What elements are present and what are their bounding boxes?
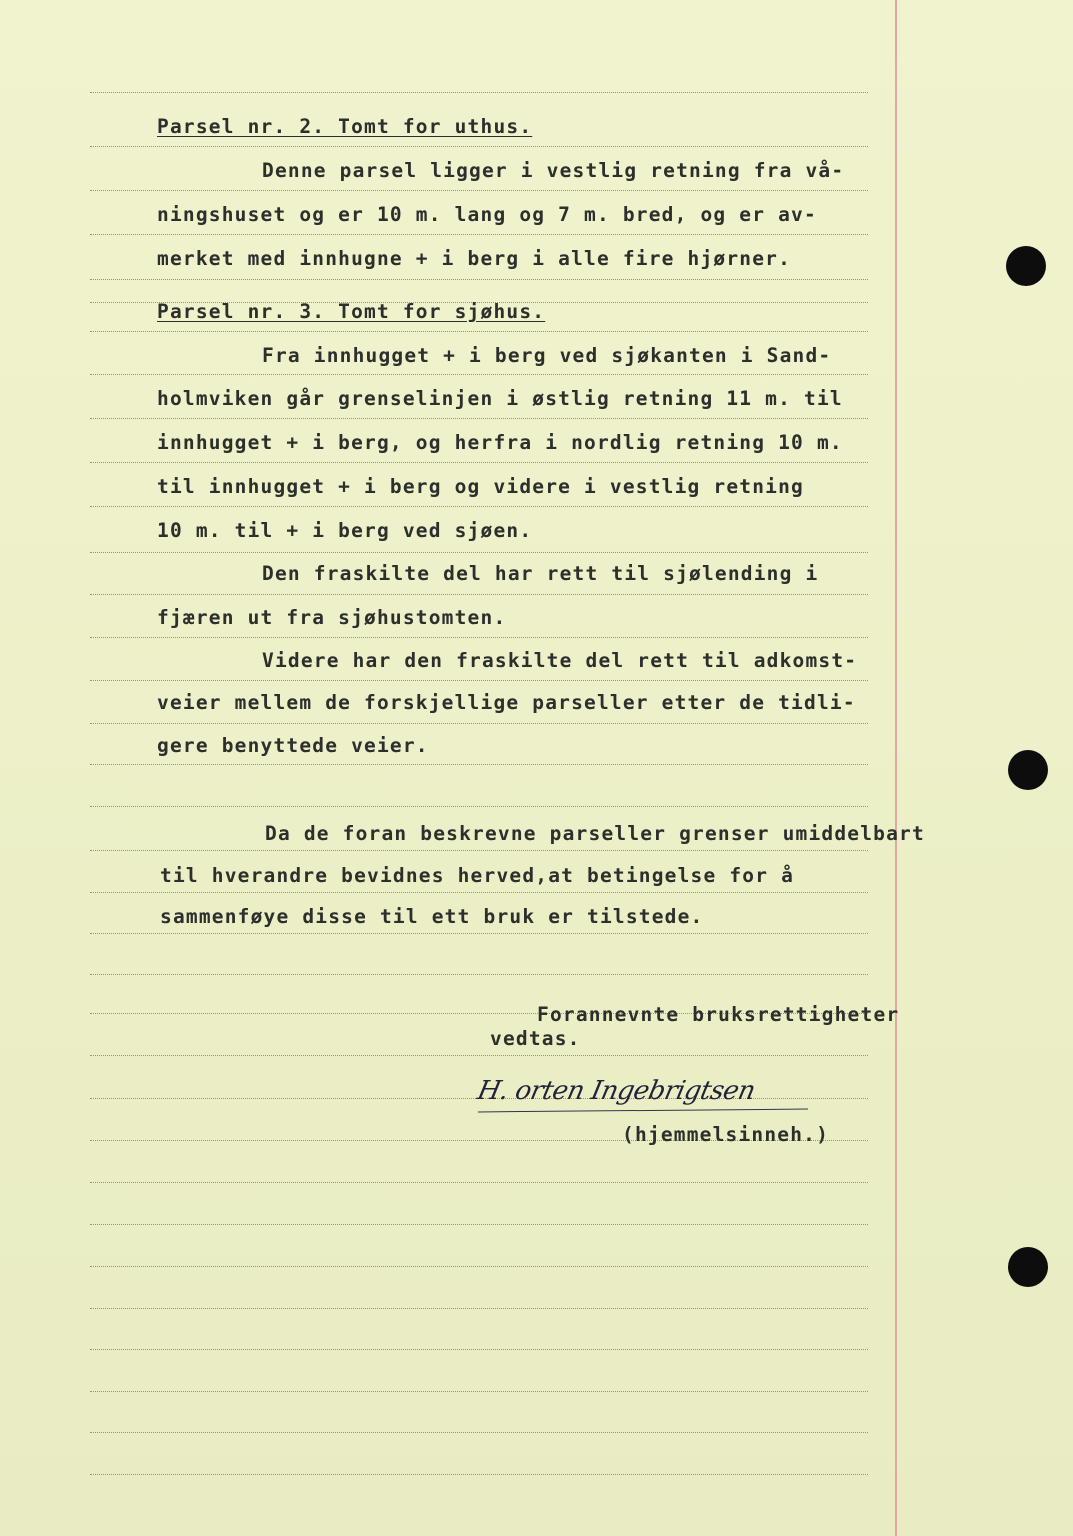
closing-line: til hverandre bevidnes herved,at betingelse for å (160, 864, 795, 887)
parcel-3-line: veier mellem de forskjellige parseller etter de tidli- (157, 691, 856, 714)
parcel-3-line: Videre har den fraskilte del rett til adkomst- (262, 649, 858, 672)
ruled-line (90, 462, 868, 463)
ruled-line (90, 764, 868, 765)
parcel-2-line: merket med innhugne + i berg i alle fire hjørner. (157, 247, 792, 270)
parcel-3-heading: Parsel nr. 3. Tomt for sjøhus. (157, 300, 546, 323)
ruled-line (90, 331, 868, 332)
ruled-line (90, 1474, 868, 1475)
ruled-line (90, 234, 868, 235)
ruled-line (90, 1055, 868, 1056)
ruled-line (90, 374, 868, 375)
parcel-3-line: holmviken går grenselinjen i østlig retning 11 m. til (157, 387, 843, 410)
parcel-3-line: gere benyttede veier. (157, 734, 429, 757)
parcel-2-heading: Parsel nr. 2. Tomt for uthus. (157, 115, 533, 138)
ruled-line (90, 506, 868, 507)
parcel-2-line: Denne parsel ligger i vestlig retning fra vå- (262, 159, 845, 182)
ruled-line (90, 680, 868, 681)
parcel-3-line: innhugget + i berg, og herfra i nordlig retning 10 m. (157, 431, 843, 454)
parcel-2-line: ningshuset og er 10 m. lang og 7 m. bred, og er av- (157, 203, 817, 226)
approval-line: vedtas. (490, 1027, 581, 1050)
closing-line: sammenføye disse til ett bruk er tilstede. (160, 905, 704, 928)
ruled-line (90, 1349, 868, 1350)
binder-hole (1008, 1247, 1048, 1287)
ruled-line (90, 806, 868, 807)
signature-role: (hjemmelsinneh.) (622, 1123, 830, 1146)
ruled-line (90, 1182, 868, 1183)
ruled-line (90, 1266, 868, 1267)
parcel-3-line: til innhugget + i berg og videre i vestlig retning (157, 475, 804, 498)
handwritten-signature: H. orten Ingebrigtsen (474, 1076, 758, 1106)
ruled-line (90, 594, 868, 595)
approval-line: Forannevnte bruksrettigheter (537, 1003, 900, 1026)
ruled-line (90, 850, 868, 851)
ruled-line (90, 933, 868, 934)
binder-hole (1008, 750, 1048, 790)
ruled-line (90, 552, 868, 553)
ruled-line (90, 1224, 868, 1225)
parcel-3-line: fjæren ut fra sjøhustomten. (157, 606, 507, 629)
closing-line: Da de foran beskrevne parseller grenser umiddelbart (265, 822, 925, 845)
binder-hole (1006, 246, 1046, 286)
ruled-line (90, 418, 868, 419)
margin-line (895, 0, 897, 1536)
parcel-3-line: Fra innhugget + i berg ved sjøkanten i Sand- (262, 344, 832, 367)
ruled-line (90, 892, 868, 893)
ruled-line (90, 1308, 868, 1309)
ruled-line (90, 190, 868, 191)
ruled-line (90, 1391, 868, 1392)
ruled-line (90, 146, 868, 147)
ruled-line (90, 974, 868, 975)
ruled-line (90, 92, 868, 93)
signature-underline (478, 1109, 808, 1113)
ruled-line (90, 1432, 868, 1433)
parcel-3-line: Den fraskilte del har rett til sjølending i (262, 562, 819, 585)
parcel-3-line: 10 m. til + i berg ved sjøen. (157, 519, 533, 542)
ruled-line (90, 637, 868, 638)
ruled-line (90, 723, 868, 724)
ruled-line (90, 279, 868, 280)
